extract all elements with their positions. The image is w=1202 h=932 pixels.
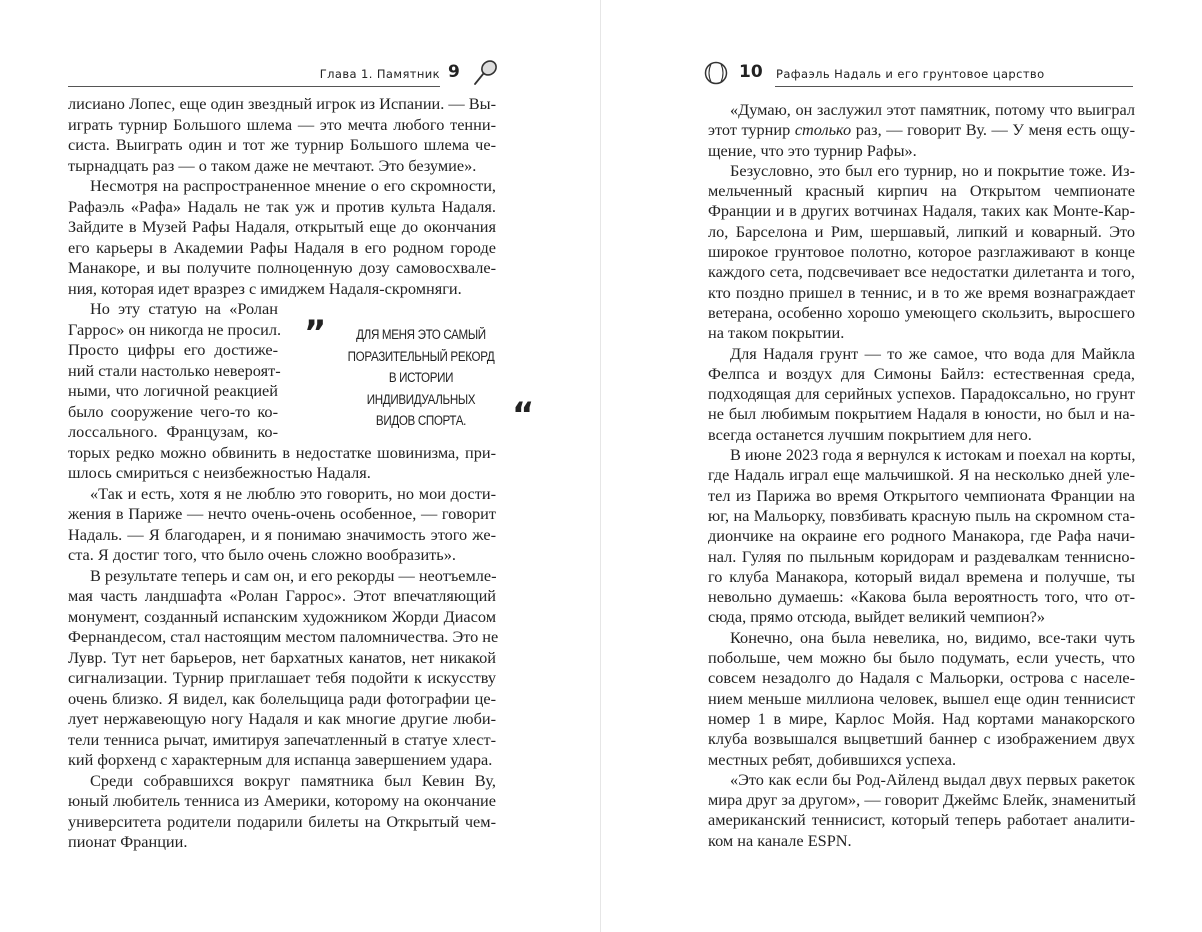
running-head-title: Рафаэль Надаль и его грунтовое царство	[776, 67, 1045, 81]
text-line: его карьеры в Академии Рафы Надаля в его родном городе	[68, 237, 496, 257]
left-page-body	[68, 94, 499, 853]
text-line: Фелпса и воздух для Симоны Байлз: естественная среда,	[708, 363, 1135, 383]
text-line: ветерана, особенно хорошо умеющего скользить, выросшего	[708, 302, 1135, 322]
text-segment: этот турнир	[708, 120, 795, 140]
paragraph	[68, 484, 496, 566]
text-line: кий форхенд с характерным для испанца завершением удара.	[68, 750, 493, 769]
text-line: нал. Гуляя по пыльным коридорам и раздевалкам теннисно-	[708, 546, 1135, 566]
text-line: лисиано Лопес, еще один звездный игрок из Испании. — Вы-	[68, 94, 496, 113]
text-line: подходящая для серийных успехов. Парадоксально, но грунт	[708, 384, 1135, 404]
text-line	[708, 120, 1135, 140]
paragraph	[708, 770, 1135, 851]
text-line: широкое грунтовое полотно, которое разглаживают в конце	[708, 242, 1135, 262]
text-line: Рафаэль «Рафа» Надаль не так уж и против культа Надаля.	[68, 196, 496, 216]
text-line: диончике на окраине его родного Манакора, где Рафа начи-	[708, 526, 1135, 546]
text-line: Зайдите в Музей Рафы Надаля, открытый еще до окончания	[68, 217, 496, 236]
right-running-header	[703, 62, 1135, 84]
text-line: Фернандесом, стал настоящим местом паломничества. Это не	[68, 627, 499, 646]
right-page-body	[708, 100, 1135, 851]
text-line: было сооружение чего-то ко-	[68, 401, 278, 421]
text-line: сигнализации. Турнир приглашает тебя подойти к искусству	[68, 668, 496, 687]
text-line: мира друг за другом», — говорит Джеймс Блейк, знаменитый	[708, 790, 1136, 810]
text-line: го клуба Манакора, который видал времена и получше, ты	[708, 566, 1135, 586]
text-line: Гаррос» он никогда не просил.	[68, 319, 282, 339]
text-line: где Надаль играл еще мальчишкой. Я на несколько дней уле-	[708, 465, 1135, 485]
text-line: каждого сета, подсвечивает все недостатки дилетанта и того,	[708, 262, 1135, 282]
text-line: номер 1 в мире, Карлос Мойя. Над кортами манакорского	[708, 708, 1135, 728]
paragraph	[708, 445, 1135, 628]
text-line: тырнадцать раз — о таком даже не мечтают. Это безумие».	[68, 155, 477, 175]
paragraph	[68, 176, 496, 299]
text-line: американский теннисист, который теперь работает аналити-	[708, 810, 1135, 830]
text-line: невольно думаешь: «Какова была вероятность того, что от-	[708, 587, 1135, 607]
text-line: пионат Франции.	[68, 832, 188, 851]
text-line: Среди собравшихся вокруг памятника был Кевин Ву,	[90, 770, 496, 790]
text-line: жения в Париже — нечто очень-очень особенное, — говорит	[68, 504, 496, 523]
text-line: клуба возвышался выцветший баннер с изображением двух	[708, 729, 1135, 749]
text-line: ний стали настолько невероят-	[68, 360, 281, 380]
left-running-header	[68, 62, 498, 84]
text-line: Конечно, она была невелика, но, видимо, все-таки чуть	[730, 627, 1135, 647]
text-line: всегда останется лучшим покрытием для него.	[708, 424, 1032, 444]
text-line: Несмотря на распространенное мнение о его скромности,	[90, 176, 496, 195]
paragraph	[708, 628, 1135, 770]
paragraph	[708, 161, 1135, 344]
text-line: на таком покрытии.	[708, 323, 845, 343]
pull-quote	[296, 313, 535, 435]
text-line: Надаль. — Я благодарен, и я понимаю значимость этого же-	[68, 524, 496, 544]
text-line: местных ребят, добившихся успеха.	[708, 749, 957, 769]
pull-quote-line: ПОРАЗИТЕЛЬНЫЙ РЕКОРД	[347, 348, 495, 364]
text-line: нием меньше миллиона человек, вышел еще один теннисист	[708, 688, 1135, 708]
text-line: не был любимым покрытием Надаля в юности, но был и на-	[708, 404, 1135, 424]
text-line: кто поздно пришел в теннис, и в то же время вознаграждает	[708, 282, 1135, 302]
text-line: «Так и есть, хотя я не люблю это говорить, но мои дости-	[90, 483, 496, 503]
text-line: тел из Парижа во время Открытого чемпионата Франции на	[708, 485, 1135, 505]
text-line: мая часть ландшафта «Ролан Гаррос». Этот впечатляющий	[68, 586, 496, 605]
emphasized-word: столько	[794, 120, 852, 140]
text-line: лует нержавеющую ногу Надаля и как многие другие люби-	[68, 709, 496, 728]
text-line: Но эту статую на «Ролан	[90, 299, 278, 318]
text-line: ком на канале ESPN.	[708, 830, 852, 850]
text-segment: раз, — говорит Ву. — У меня есть ощу-	[851, 120, 1135, 140]
text-line: ными, что логичной реакцией	[68, 381, 278, 400]
text-line: Франции и в других вотчинах Надаля, таких как Монте-Кар-	[708, 201, 1135, 221]
text-line: мельченный красный кирпич на Открытом чемпионате	[708, 181, 1135, 201]
pull-quote-line: ВИДОВ СПОРТА.	[375, 413, 467, 428]
text-line: «Думаю, он заслужил этот памятник, потому что выиграл	[730, 100, 1135, 119]
tennis-racket-icon	[470, 58, 500, 92]
paragraph	[708, 100, 1135, 161]
text-line: лоссального. Французам, ко-	[68, 422, 278, 441]
text-line: В июне 2023 года я вернулся к истокам и поехал на корты,	[730, 445, 1136, 465]
pull-quote-open-mark: ”	[304, 313, 327, 353]
text-line: Лувр. Тут нет барьеров, нет бархатных канатов, нет никакой	[68, 647, 496, 667]
text-line: В результате теперь и сам он, и его рекорды — неотъемле-	[90, 565, 497, 585]
text-line: побольше, чем можно бы было подумать, если учесть, что	[708, 648, 1135, 668]
paragraph	[708, 344, 1135, 445]
text-line: Манакоре, и вы получите полноценную дозу самовосхвале-	[68, 258, 496, 277]
text-line: очень близко. Я видел, как болельщица ради фотографии це-	[68, 688, 496, 708]
page-number: 9	[448, 62, 460, 82]
text-line: Безусловно, это был его турнир, но и покрытие тоже. Из-	[730, 160, 1135, 180]
pull-quote-line: ДЛЯ МЕНЯ ЭТО САМЫЙ	[356, 327, 486, 342]
tennis-ball-icon	[703, 60, 729, 90]
text-line: играть турнир Большого шлема — это мечта любого тенни-	[68, 114, 496, 134]
text-line: тели тенниса рычат, имитируя запечатленный в статуе хлест-	[68, 729, 496, 749]
right-header-rule	[775, 86, 1133, 87]
pull-quote-line: В ИСТОРИИ ИНДИВИДУАЛЬНЫХ	[366, 370, 476, 407]
left-header-rule	[68, 86, 440, 87]
page-number: 10	[739, 62, 763, 82]
text-line: торых редко можно обвинить в недостатке шовинизма, при-	[68, 442, 496, 462]
text-line: ло, Барселона и Рим, шершавый, липкий и коварный. Это	[708, 221, 1135, 241]
text-line: совсем незадолго до Надаля с Мальорки, острова с населе-	[708, 668, 1135, 688]
text-line: Просто цифры его достиже-	[68, 340, 278, 359]
text-line: систа. Выиграть один и тот же турнир Большого шлема че-	[68, 135, 496, 154]
text-line: «Это как если бы Род-Айленд выдал двух первых ракеток	[730, 769, 1135, 789]
text-line: юный любитель тенниса из Америки, которому на окончание	[68, 791, 496, 810]
text-line: сюда, прямо отсюда, выйдет великий чемпион?»	[708, 607, 1045, 627]
paragraph	[68, 771, 496, 853]
paragraph	[68, 565, 499, 771]
running-head-title: Глава 1. Памятник	[319, 67, 440, 81]
text-line: щение, что это турнир Рафы».	[708, 140, 917, 160]
pull-quote-text	[326, 324, 516, 432]
text-line: шлось смириться с неизбежностью Надаля.	[68, 463, 371, 482]
text-line: Для Надаля грунт — то же самое, что вода для Майкла	[730, 343, 1135, 363]
pull-quote-close-mark: “	[512, 395, 535, 435]
book-gutter	[600, 0, 601, 932]
text-line: университета родители подарили билеты на Открытый чем-	[68, 811, 496, 831]
paragraph	[68, 94, 496, 176]
text-line: монумент, созданный испанским художником Жорди Диасом	[68, 606, 496, 626]
text-line: ста. Я достиг того, что было очень сложно вообразить».	[68, 545, 456, 564]
text-line: юг, на Мальорку, повзбивать красную пыль на скромном ста-	[708, 505, 1135, 525]
text-line: ния, которая идет вразрез с имиджем Надаля-скромняги.	[68, 278, 462, 298]
